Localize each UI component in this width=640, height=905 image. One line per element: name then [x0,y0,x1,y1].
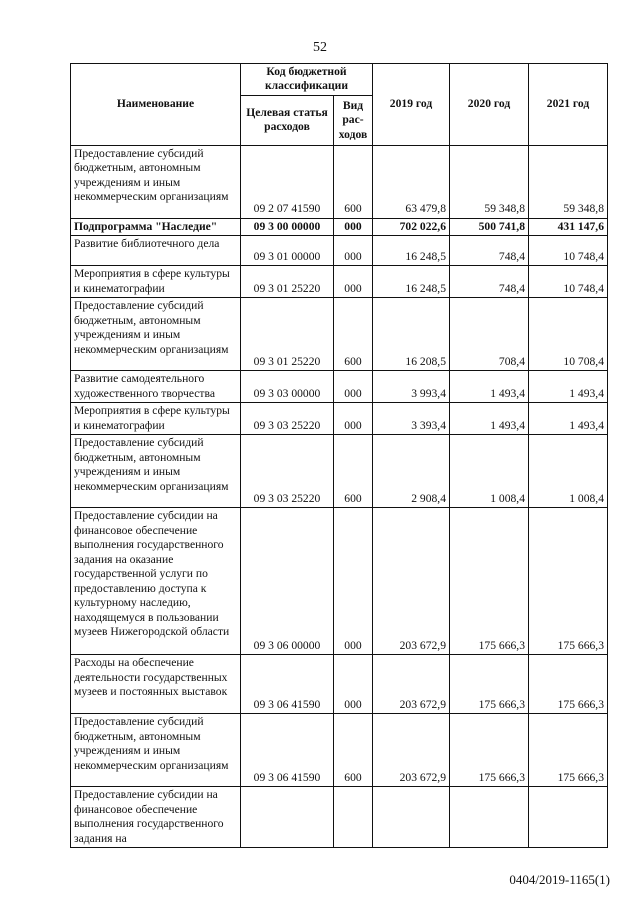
document-code: 0404/2019-1165(1) [509,872,610,887]
budget-table [70,63,608,848]
table-row: Предоставление субсидии на финансовое обеспечение выполнения государственного задания на оказание государственной услуги по предоставлению доступа к культурному наследию, находящемуся в пользовании музеев Нижегородской области 09 3 06 00000 000 203 672,9 175 666,3 175 666,3 [71,508,608,655]
table-row: Предоставление субсидий бюджетным, автономным учреждениям и иным некоммерческим организациям 09 3 03 25220 600 2 908,4 1 008,4 1 008,4 [71,435,608,508]
table-row: Мероприятия в сфере культуры и кинематографии 09 3 03 25220 000 3 393,4 1 493,4 1 493,4 [71,403,608,435]
table-row: Мероприятия в сфере культуры и кинематографии 09 3 01 25220 000 16 248,5 748,4 10 748,4 [71,266,608,298]
table-row: Предоставление субсидии на финансовое обеспечение выполнения государственного задания на [71,787,608,848]
header-2019: 2019 год [373,64,450,146]
header-target-article: Целевая статья расходов [241,95,334,145]
header-2021: 2021 год [529,64,608,146]
header-classification: Код бюджетной классификации [241,64,373,96]
page-number: 52 [313,40,327,55]
table-row: Предоставление субсидий бюджетным, автономным учреждениям и иным некоммерческим организациям 09 3 06 41590 600 203 672,9 175 666,3 175 666,3 [71,714,608,787]
table-row: Развитие самодеятельного художественного творчества 09 3 03 00000 000 3 993,4 1 493,4 1 493,4 [71,371,608,403]
table-row: Предоставление субсидий бюджетным, автономным учреждениям и иным некоммерческим организациям 09 3 01 25220 600 16 208,5 708,4 10 708,4 [71,298,608,371]
table-row: Подпрограмма "Наследие" 09 3 00 00000 000 702 022,6 500 741,8 431 147,6 [71,218,608,235]
header-expense-type: Вид рас-ходов [334,95,373,145]
header-name: Наименование [71,64,241,146]
table-row: Расходы на обеспечение деятельности государственных музеев и постоянных выставок 09 3 06 41590 000 203 672,9 175 666,3 175 666,3 [71,655,608,714]
table-row: Развитие библиотечного дела 09 3 01 00000 000 16 248,5 748,4 10 748,4 [71,236,608,266]
header-2020: 2020 год [450,64,529,146]
table-row: Предоставление субсидий бюджетным, автономным учреждениям и иным некоммерческим организациям 09 2 07 41590 600 63 479,8 59 348,8 59 348,8 [71,145,608,218]
